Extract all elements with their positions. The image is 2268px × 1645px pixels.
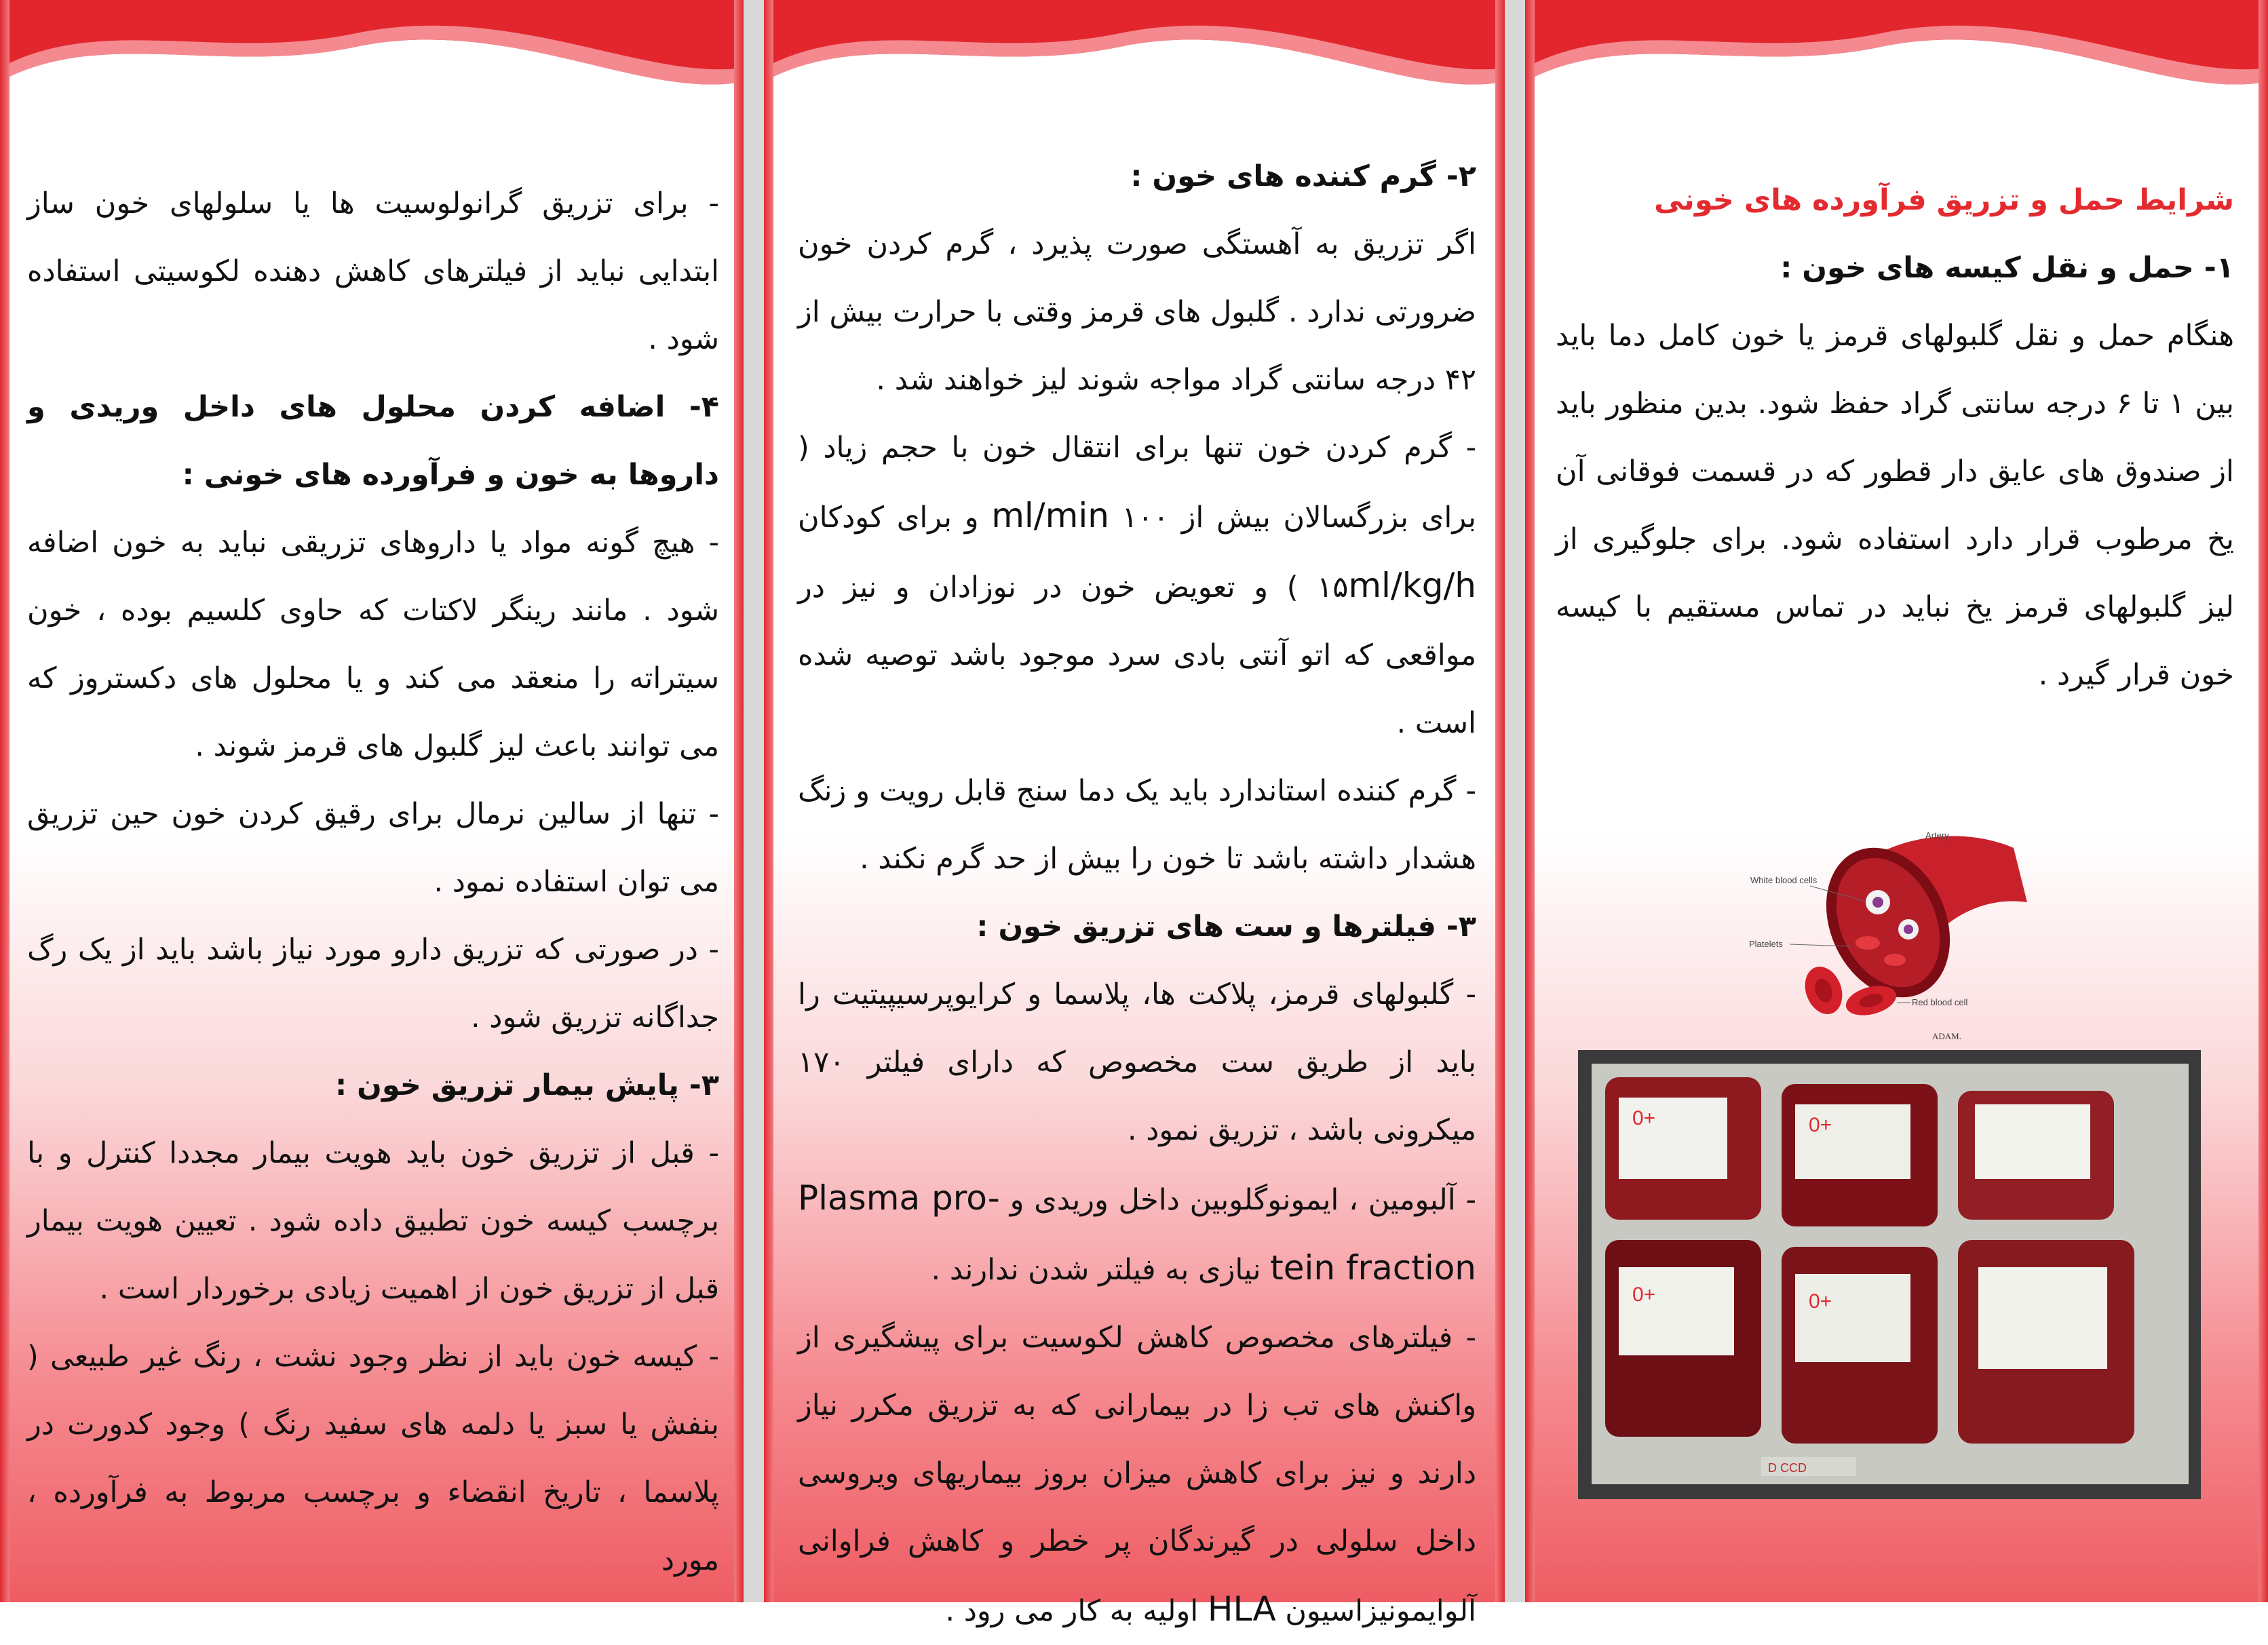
unit-text: ml/min (991, 496, 1109, 535)
page-title: شرایط حمل و تزریق فرآورده های خونی (1654, 183, 2234, 217)
diagram-label: Red blood cell (1912, 997, 1968, 1007)
blood-bags-photo (1578, 1050, 2201, 1499)
bag-label: 0+ (1809, 1290, 1832, 1313)
panel-left (0, 0, 744, 1602)
diagram-brand: ADAM. (1932, 1031, 1961, 1041)
bag-label: 0+ (1632, 1283, 1656, 1306)
latin-text: tein fraction (1270, 1248, 1476, 1288)
diagram-label: Artery (1925, 830, 1949, 840)
paragraph: - تنها از سالین نرمال برای رقیق کردن خون حین تزریق می توان استفاده نمود . (27, 797, 719, 899)
bag-label: 0+ (1632, 1107, 1656, 1129)
blood-bags-illustration (1578, 1050, 2201, 1499)
panel-gap-right (1505, 0, 1525, 1602)
diagram-label: White blood cells (1750, 875, 1818, 885)
panel-right (1525, 0, 2268, 1602)
paragraph: - در صورتی که تزریق دارو مورد نیاز باشد باید از یک رگ جداگانه تزریق شود . (27, 933, 719, 1034)
panel-left-text (27, 170, 719, 1594)
artery-diagram (1749, 821, 2034, 1045)
text-run: نیازی به فیلتر شدن ندارند . (931, 1253, 1261, 1287)
paragraph: - قبل از تزریق خون باید هویت بیمار مجددا کنترل و با برچسب کیسه خون تطبیق داده شود . تعیین هویت بیمار قبل از تزریق خون از اهمیت زیادی برخوردار است . (27, 1136, 719, 1306)
text-run: و برای کودکان ۱۵ (798, 501, 1349, 604)
text-run: - فیلترهای مخصوص کاهش لکوسیت برای پیشگیری از واکنش های تب زا در بیمارانی که به تزریق مکرر نیاز دارند و نیز برای کاهش میزان بروز بیماریهای ویروسی داخل سلولی در گیرندگان پر خطر و کاهش فراوانی آلوایمونیزاسیون (798, 1321, 1476, 1628)
latin-text: HLA (1207, 1589, 1276, 1629)
panel-header-curve (0, 0, 744, 95)
diagram-label: Platelets (1749, 939, 1783, 949)
paragraph (798, 1304, 1476, 1645)
paragraph: - برای تزریق گرانولوسیت ها یا سلولهای خون ساز ابتدایی نباید از فیلترهای کاهش دهنده لکوسیتی استفاده شود . (27, 187, 719, 356)
panel-header-curve (764, 0, 1505, 95)
paragraph (798, 1164, 1476, 1304)
panel-edge (1525, 0, 1535, 1602)
section-heading: ۳- پایش بیمار تزریق خون : (335, 1068, 719, 1102)
panel-gap-left (744, 0, 764, 1602)
paragraph: هنگام حمل و نقل گلبولهای قرمز یا خون کامل دما باید بین ۱ تا ۶ درجه سانتی گراد حفظ شود. بدین منظور باید از صندوق های عایق دار قطور که در قسمت فوقانی آن یخ مرطوب قرار دارد استفاده شود. برای جلوگیری از لیز گلبولهای قرمز یخ نباید در تماس مستقیم با کیسه خون قرار گیرد . (1556, 319, 2235, 692)
panel-middle-text (798, 142, 1476, 1645)
panel-header-curve (1525, 0, 2268, 95)
text-run: - گرم کردن خون تنها برای انتقال خون با حجم زیاد ( برای بزرگسالان بیش از ۱۰۰ (798, 431, 1477, 535)
paragraph: - گلبولهای قرمز، پلاکت ها، پلاسما و کرایوپرسیپیتیت را باید از طریق ست مخصوص که دارای فیلتر ۱۷۰ میکرونی باشد ، تزریق نمود . (798, 978, 1476, 1147)
text-run: اولیه به کار می رود . (945, 1594, 1199, 1628)
paragraph: - هیچ گونه مواد یا داروهای تزریقی نباید به خون اضافه شود . مانند رینگر لاکتات که حاوی کلسیم بوده ، خون سیتراته را منعقد می کند و یا محلول های دکستروز که می توانند باعث لیز گلبول های قرمز شوند . (27, 526, 719, 763)
text-run: - آلبومین ، ایمونوگلوبین داخل وریدی و (1010, 1183, 1477, 1217)
section-heading: ۲- گرم کننده های خون : (1130, 159, 1476, 193)
section-heading: ۱- حمل و نقل کیسه های خون : (1780, 251, 2234, 285)
paragraph: اگر تزریق به آهستگی صورت پذیرد ، گرم کردن خون ضرورتی ندارد . گلبول های قرمز وقتی با حرارت بیش از ۴۲ درجه سانتی گراد مواجه شوند لیز خواهند شد . (798, 227, 1476, 397)
panel-edge (1495, 0, 1505, 1602)
text-run: ) و تعویض خون در نوزادان و نیز در مواقعی که اتو آنتی بادی سرد موجود باشد توصیه شده است . (798, 570, 1476, 740)
paragraph: - کیسه خون باید از نظر وجود نشت ، رنگ غیر طبیعی ( بنفش یا سبز یا دلمه های سفید رنگ ) وجود کدورت در پلاسما ، تاریخ انقضاء و برچسب مربوط به فرآورده ، مورد (27, 1340, 719, 1577)
panel-edge (0, 0, 9, 1602)
panel-edge (2259, 0, 2268, 1602)
section-heading: ۳- فیلترها و ست های تزریق خون : (976, 910, 1476, 944)
paragraph: - گرم کننده استاندارد باید یک دما سنج قابل رویت و زنگ هشدار داشته باشد تا خون را بیش از حد گرم نکند . (798, 774, 1476, 876)
panel-edge (734, 0, 744, 1602)
panel-right-text (1556, 166, 2234, 709)
tray-label: D CCD (1768, 1461, 1807, 1475)
unit-text: ml/kg/h (1348, 566, 1476, 605)
paragraph (798, 414, 1476, 757)
panel-edge (764, 0, 773, 1602)
bag-label: 0+ (1809, 1114, 1832, 1136)
panel-middle (764, 0, 1505, 1629)
section-heading: ۴- اضافه کردن محلول های داخل وریدی و داروها به خون و فرآورده های خونی : (27, 390, 719, 492)
latin-text: Plasma pro- (798, 1178, 1000, 1218)
